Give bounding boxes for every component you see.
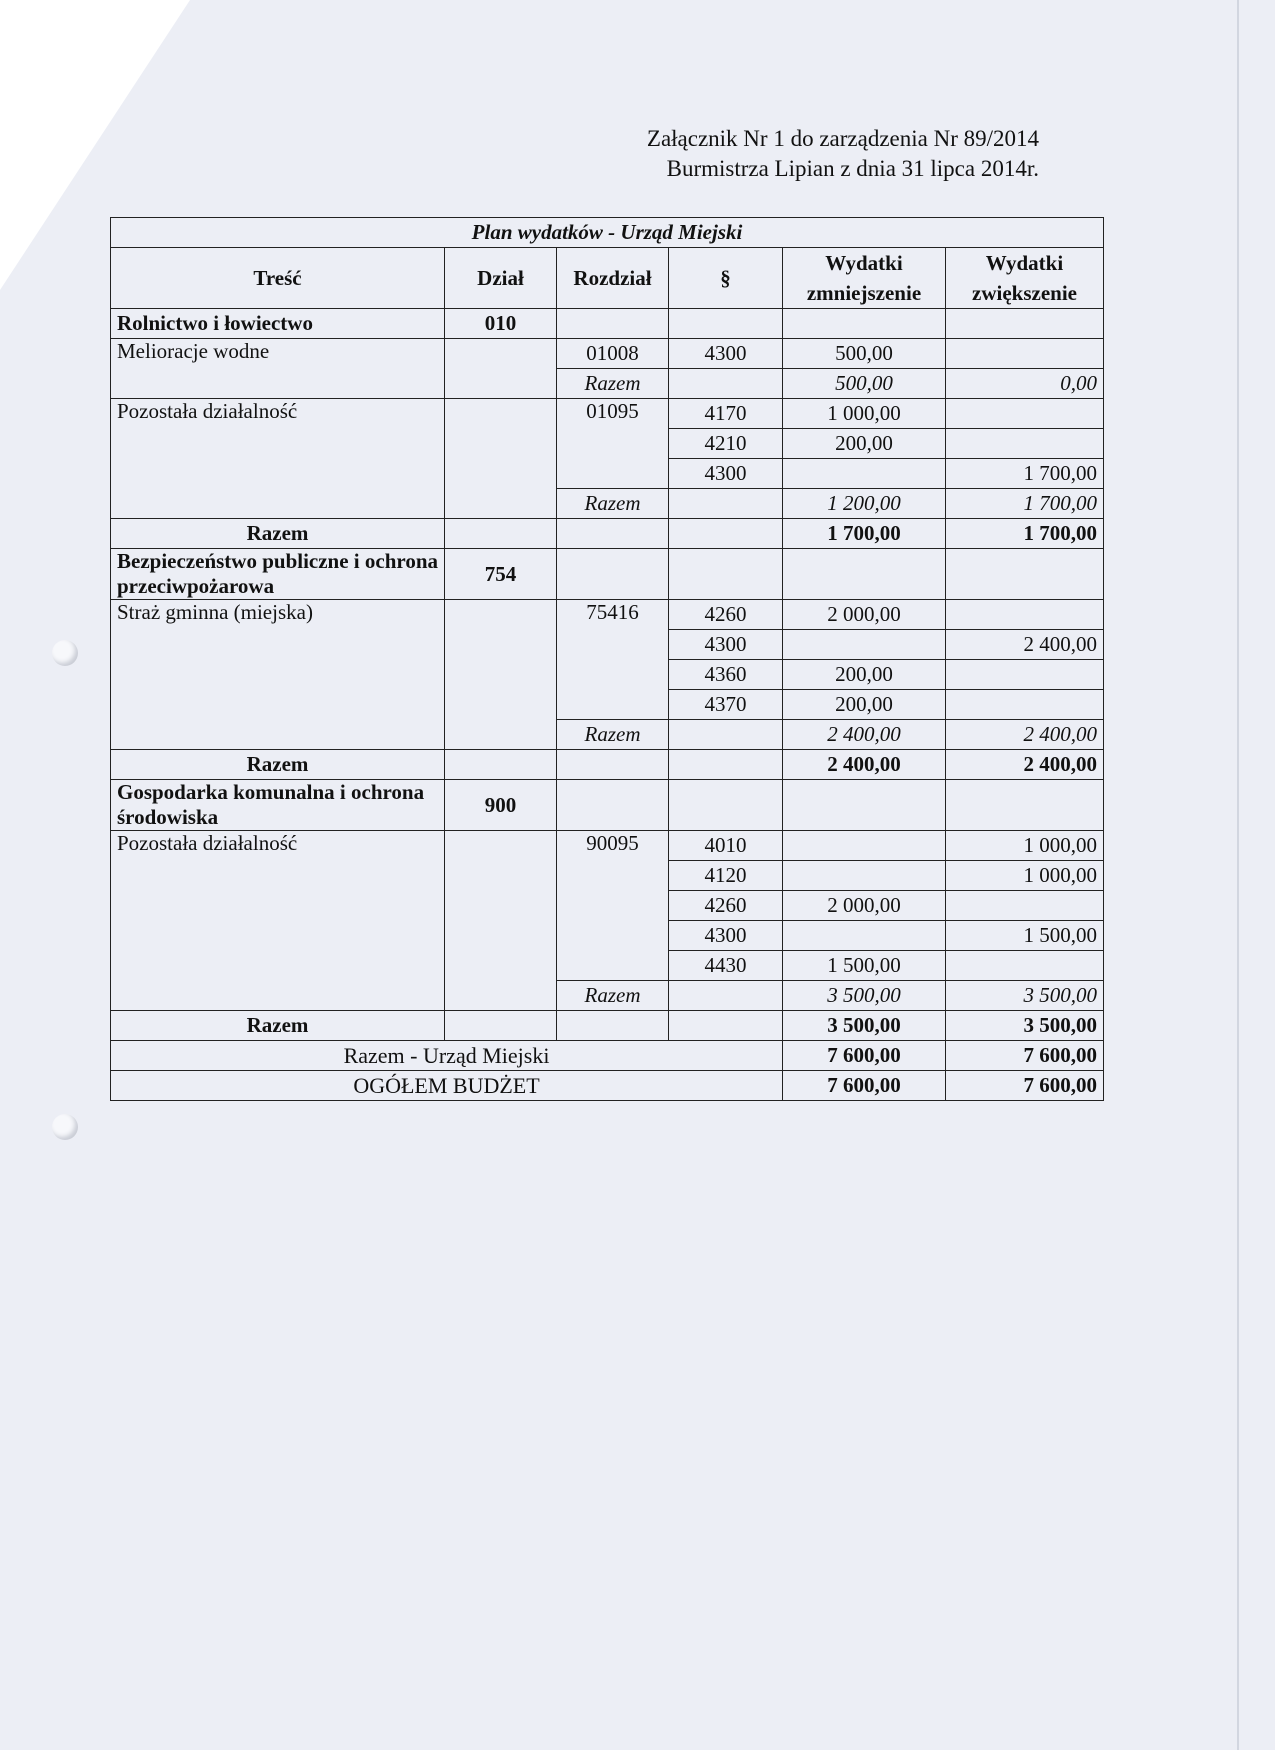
subtotal-label: Razem (557, 369, 669, 399)
subtotal-label: Razem (557, 489, 669, 519)
subtotal-label: Razem (557, 981, 669, 1011)
col-header-zmniejszenie: Wydatki zmniejszenie (783, 248, 946, 309)
chapter-name: Pozostała działalność (111, 399, 445, 519)
amount-increase (946, 660, 1104, 690)
page-edge-line (1237, 0, 1239, 1750)
section-dzial: 900 (445, 780, 557, 831)
paragraph-code: 4300 (669, 339, 783, 369)
col-header-tresc: Treść (111, 248, 445, 309)
section-name: Rolnictwo i łowiectwo (111, 309, 445, 339)
table-title-row (111, 218, 1104, 248)
paragraph-code: 4300 (669, 630, 783, 660)
table-row (111, 831, 1104, 861)
chapter-rozdzial: 01095 (557, 399, 669, 489)
grand-total-increase: 7 600,00 (946, 1071, 1104, 1101)
col-header-dzial: Dział (445, 248, 557, 309)
section-total-label: Razem (111, 750, 445, 780)
section-total-decrease: 1 700,00 (783, 519, 946, 549)
amount-decrease (783, 921, 946, 951)
section-total-row (111, 750, 1104, 780)
paragraph-code: 4430 (669, 951, 783, 981)
paragraph-code: 4300 (669, 921, 783, 951)
section-total-row (111, 1011, 1104, 1041)
table-title: Plan wydatków - Urząd Miejski (111, 218, 1104, 248)
subtotal-increase: 3 500,00 (946, 981, 1104, 1011)
header-line-1: Załącznik Nr 1 do zarządzenia Nr 89/2014 (646, 126, 1039, 151)
amount-increase (946, 429, 1104, 459)
amount-decrease (783, 861, 946, 891)
paragraph-code: 4170 (669, 399, 783, 429)
urzad-total-increase: 7 600,00 (946, 1041, 1104, 1071)
paragraph-code: 4210 (669, 429, 783, 459)
attachment-header (647, 124, 1039, 184)
chapter-rozdzial: 75416 (557, 600, 669, 720)
grand-total-decrease: 7 600,00 (783, 1071, 946, 1101)
amount-increase (946, 951, 1104, 981)
section-total-label: Razem (111, 519, 445, 549)
table-row (111, 339, 1104, 369)
chapter-name: Melioracje wodne (111, 339, 445, 399)
section-total-label: Razem (111, 1011, 445, 1041)
paragraph-code: 4360 (669, 660, 783, 690)
section-total-increase: 2 400,00 (946, 750, 1104, 780)
budget-table (110, 217, 1104, 1101)
section-row (111, 780, 1104, 831)
amount-increase: 1 500,00 (946, 921, 1104, 951)
section-row (111, 309, 1104, 339)
chapter-rozdzial: 01008 (557, 339, 669, 369)
subtotal-decrease: 1 200,00 (783, 489, 946, 519)
amount-decrease (783, 831, 946, 861)
punch-hole (52, 640, 78, 666)
amount-increase (946, 891, 1104, 921)
paragraph-code: 4370 (669, 690, 783, 720)
amount-decrease: 500,00 (783, 339, 946, 369)
subtotal-increase: 1 700,00 (946, 489, 1104, 519)
section-name: Gospodarka komunalna i ochrona środowiska (111, 780, 445, 831)
amount-increase: 1 700,00 (946, 459, 1104, 489)
section-dzial: 010 (445, 309, 557, 339)
amount-increase: 1 000,00 (946, 831, 1104, 861)
header-line-2: Burmistrza Lipian z dnia 31 lipca 2014r. (666, 156, 1039, 181)
urzad-total-decrease: 7 600,00 (783, 1041, 946, 1071)
col-header-rozdzial: Rozdział (557, 248, 669, 309)
amount-decrease: 2 000,00 (783, 600, 946, 630)
paragraph-code: 4260 (669, 891, 783, 921)
section-total-row (111, 519, 1104, 549)
urzad-total-label: Razem - Urząd Miejski (111, 1041, 783, 1071)
amount-increase (946, 690, 1104, 720)
section-name: Bezpieczeństwo publiczne i ochrona przeciwpożarowa (111, 549, 445, 600)
col-header-paragraf: § (669, 248, 783, 309)
col-header-zwiekszenie: Wydatki zwiększenie (946, 248, 1104, 309)
punch-hole (52, 1114, 78, 1140)
amount-decrease: 1 500,00 (783, 951, 946, 981)
amount-decrease: 200,00 (783, 690, 946, 720)
grand-total-row (111, 1071, 1104, 1101)
subtotal-increase: 0,00 (946, 369, 1104, 399)
table-row (111, 399, 1104, 429)
amount-increase (946, 600, 1104, 630)
paragraph-code: 4010 (669, 831, 783, 861)
amount-increase: 1 000,00 (946, 861, 1104, 891)
section-total-decrease: 3 500,00 (783, 1011, 946, 1041)
amount-increase: 2 400,00 (946, 630, 1104, 660)
paragraph-code: 4120 (669, 861, 783, 891)
paragraph-code: 4260 (669, 600, 783, 630)
table-header-row (111, 248, 1104, 309)
subtotal-decrease: 3 500,00 (783, 981, 946, 1011)
chapter-name: Straż gminna (miejska) (111, 600, 445, 750)
subtotal-decrease: 500,00 (783, 369, 946, 399)
section-dzial: 754 (445, 549, 557, 600)
amount-increase (946, 399, 1104, 429)
section-row (111, 549, 1104, 600)
amount-decrease: 1 000,00 (783, 399, 946, 429)
amount-decrease: 2 000,00 (783, 891, 946, 921)
grand-total-label: OGÓŁEM BUDŻET (111, 1071, 783, 1101)
amount-decrease: 200,00 (783, 660, 946, 690)
section-total-increase: 1 700,00 (946, 519, 1104, 549)
subtotal-label: Razem (557, 720, 669, 750)
subtotal-decrease: 2 400,00 (783, 720, 946, 750)
section-total-increase: 3 500,00 (946, 1011, 1104, 1041)
table-row (111, 600, 1104, 630)
chapter-name: Pozostała działalność (111, 831, 445, 1011)
amount-increase (946, 339, 1104, 369)
section-total-decrease: 2 400,00 (783, 750, 946, 780)
chapter-rozdzial: 90095 (557, 831, 669, 981)
amount-decrease (783, 459, 946, 489)
paragraph-code: 4300 (669, 459, 783, 489)
subtotal-increase: 2 400,00 (946, 720, 1104, 750)
amount-decrease (783, 630, 946, 660)
urzad-total-row (111, 1041, 1104, 1071)
amount-decrease: 200,00 (783, 429, 946, 459)
